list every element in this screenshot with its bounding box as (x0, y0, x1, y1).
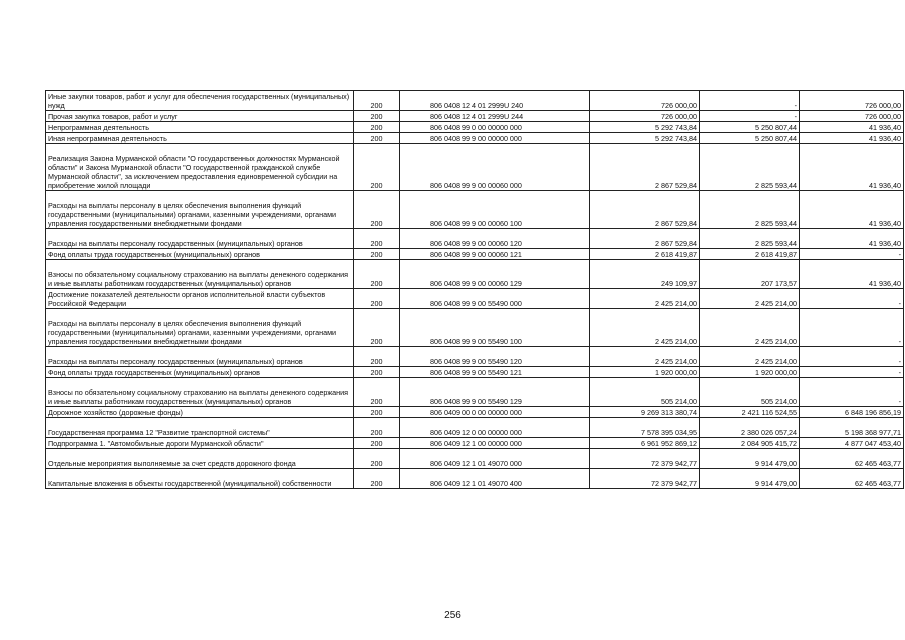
row-executed-cell: 1 920 000,00 (700, 367, 800, 378)
table-row (46, 260, 904, 289)
row-line-code-cell: 200 (354, 418, 400, 438)
row-line-code-cell: 200 (354, 229, 400, 249)
row-budget-code-cell: 806 0408 99 9 00 00000 000 (400, 133, 590, 144)
row-line-code-cell: 200 (354, 378, 400, 407)
row-approved-cell: 249 109,97 (590, 260, 700, 289)
row-line-code-cell: 200 (354, 91, 400, 111)
row-budget-code-cell: 806 0408 99 9 00 55490 129 (400, 378, 590, 407)
row-approved-cell: 1 920 000,00 (590, 367, 700, 378)
row-approved-cell: 726 000,00 (590, 111, 700, 122)
row-executed-cell: 2 421 116 524,55 (700, 407, 800, 418)
row-name-cell: Подпрограмма 1. "Автомобильные дороги Мурманской области" (46, 438, 354, 449)
row-executed-cell: 2 825 593,44 (700, 229, 800, 249)
table-row (46, 367, 904, 378)
row-name-cell: Расходы на выплаты персоналу государственных (муниципальных) органов (46, 347, 354, 367)
row-budget-code-cell: 806 0409 00 0 00 00000 000 (400, 407, 590, 418)
row-approved-cell: 2 867 529,84 (590, 229, 700, 249)
row-unexecuted-cell: 4 877 047 453,40 (800, 438, 904, 449)
row-name-cell: Дорожное хозяйство (дорожные фонды) (46, 407, 354, 418)
row-line-code-cell: 200 (354, 133, 400, 144)
table-body (46, 91, 904, 489)
table-row (46, 249, 904, 260)
row-budget-code-cell: 806 0408 99 0 00 00000 000 (400, 122, 590, 133)
row-name-cell: Расходы на выплаты персоналу в целях обеспечения выполнения функций государственными (муниципальными) органами, казенными учреждениями, органами управления государственными внебюджетными фондами (46, 309, 354, 347)
row-line-code-cell: 200 (354, 260, 400, 289)
row-name-cell: Непрограммная деятельность (46, 122, 354, 133)
row-budget-code-cell: 806 0408 99 9 00 55490 100 (400, 309, 590, 347)
row-approved-cell: 2 867 529,84 (590, 144, 700, 191)
row-line-code-cell: 200 (354, 407, 400, 418)
row-unexecuted-cell: 726 000,00 (800, 111, 904, 122)
table-row (46, 91, 904, 111)
row-approved-cell: 7 578 395 034,95 (590, 418, 700, 438)
row-budget-code-cell: 806 0409 12 1 00 00000 000 (400, 438, 590, 449)
row-unexecuted-cell: - (800, 309, 904, 347)
row-approved-cell: 2 425 214,00 (590, 289, 700, 309)
row-budget-code-cell: 806 0408 99 9 00 00060 000 (400, 144, 590, 191)
row-unexecuted-cell: - (800, 378, 904, 407)
row-line-code-cell: 200 (354, 449, 400, 469)
row-budget-code-cell: 806 0408 99 9 00 00060 100 (400, 191, 590, 229)
row-approved-cell: 9 269 313 380,74 (590, 407, 700, 418)
row-executed-cell: 9 914 479,00 (700, 469, 800, 489)
table-row (46, 191, 904, 229)
row-name-cell: Капитальные вложения в объекты государственной (муниципальной) собственности (46, 469, 354, 489)
row-unexecuted-cell: 6 848 196 856,19 (800, 407, 904, 418)
row-name-cell: Фонд оплаты труда государственных (муниципальных) органов (46, 249, 354, 260)
row-approved-cell: 72 379 942,77 (590, 469, 700, 489)
row-approved-cell: 5 292 743,84 (590, 133, 700, 144)
row-approved-cell: 2 425 214,00 (590, 347, 700, 367)
row-unexecuted-cell: 41 936,40 (800, 260, 904, 289)
budget-execution-table (45, 90, 904, 489)
row-budget-code-cell: 806 0408 99 9 00 55490 120 (400, 347, 590, 367)
row-budget-code-cell: 806 0408 12 4 01 2999U 244 (400, 111, 590, 122)
row-unexecuted-cell: - (800, 249, 904, 260)
row-budget-code-cell: 806 0408 99 9 00 55490 121 (400, 367, 590, 378)
row-line-code-cell: 200 (354, 122, 400, 133)
row-unexecuted-cell: 41 936,40 (800, 122, 904, 133)
row-name-cell: Взносы по обязательному социальному страхованию на выплаты денежного содержания и иные выплаты работникам государственных (муниципальных) органов (46, 378, 354, 407)
table-row (46, 347, 904, 367)
row-line-code-cell: 200 (354, 347, 400, 367)
row-name-cell: Расходы на выплаты персоналу в целях обеспечения выполнения функций государственными (муниципальными) органами, казенными учреждениями, органами управления государственными внебюджетными фондами (46, 191, 354, 229)
row-name-cell: Взносы по обязательному социальному страхованию на выплаты денежного содержания и иные выплаты работникам государственных (муниципальных) органов (46, 260, 354, 289)
table-row (46, 438, 904, 449)
row-unexecuted-cell: 726 000,00 (800, 91, 904, 111)
row-budget-code-cell: 806 0409 12 1 01 49070 400 (400, 469, 590, 489)
row-executed-cell: 2 825 593,44 (700, 144, 800, 191)
row-executed-cell: 5 250 807,44 (700, 122, 800, 133)
row-executed-cell: 2 425 214,00 (700, 347, 800, 367)
row-executed-cell: 9 914 479,00 (700, 449, 800, 469)
row-line-code-cell: 200 (354, 438, 400, 449)
row-unexecuted-cell: 62 465 463,77 (800, 449, 904, 469)
page-number: 256 (444, 610, 461, 621)
row-unexecuted-cell: 41 936,40 (800, 229, 904, 249)
table-row (46, 469, 904, 489)
table-row (46, 144, 904, 191)
row-approved-cell: 6 961 952 869,12 (590, 438, 700, 449)
row-approved-cell: 72 379 942,77 (590, 449, 700, 469)
row-executed-cell: - (700, 91, 800, 111)
table-row (46, 111, 904, 122)
table-row (46, 133, 904, 144)
row-executed-cell: 2 618 419,87 (700, 249, 800, 260)
row-name-cell: Отдельные мероприятия выполняемые за счет средств дорожного фонда (46, 449, 354, 469)
row-unexecuted-cell: 41 936,40 (800, 144, 904, 191)
row-line-code-cell: 200 (354, 367, 400, 378)
row-name-cell: Государственная программа 12 "Развитие транспортной системы" (46, 418, 354, 438)
row-name-cell: Прочая закупка товаров, работ и услуг (46, 111, 354, 122)
row-executed-cell: 2 425 214,00 (700, 309, 800, 347)
table-row (46, 378, 904, 407)
row-name-cell: Иные закупки товаров, работ и услуг для обеспечения государственных (муниципальных) нужд (46, 91, 354, 111)
row-budget-code-cell: 806 0408 99 9 00 55490 000 (400, 289, 590, 309)
row-approved-cell: 505 214,00 (590, 378, 700, 407)
row-unexecuted-cell: - (800, 347, 904, 367)
row-executed-cell: 2 084 905 415,72 (700, 438, 800, 449)
row-executed-cell: 2 425 214,00 (700, 289, 800, 309)
row-line-code-cell: 200 (354, 249, 400, 260)
row-line-code-cell: 200 (354, 111, 400, 122)
row-budget-code-cell: 806 0409 12 1 01 49070 000 (400, 449, 590, 469)
row-line-code-cell: 200 (354, 289, 400, 309)
row-name-cell: Достижение показателей деятельности органов исполнительной власти субъектов Российской Федерации (46, 289, 354, 309)
table-row (46, 309, 904, 347)
row-name-cell: Реализация Закона Мурманской области "О государственных должностях Мурманской области" и Закона Мурманской области "О государственной гражданской службе Мурманской области", за исключением предоставления единовременной субсидии на приобретение жилой площади (46, 144, 354, 191)
row-approved-cell: 726 000,00 (590, 91, 700, 111)
row-line-code-cell: 200 (354, 191, 400, 229)
row-unexecuted-cell: 41 936,40 (800, 191, 904, 229)
row-executed-cell: 505 214,00 (700, 378, 800, 407)
row-name-cell: Иная непрограммная деятельность (46, 133, 354, 144)
table-row (46, 122, 904, 133)
row-name-cell: Расходы на выплаты персоналу государственных (муниципальных) органов (46, 229, 354, 249)
row-budget-code-cell: 806 0408 99 9 00 00060 120 (400, 229, 590, 249)
table-row (46, 407, 904, 418)
row-unexecuted-cell: - (800, 289, 904, 309)
row-line-code-cell: 200 (354, 144, 400, 191)
row-executed-cell: 5 250 807,44 (700, 133, 800, 144)
row-unexecuted-cell: 41 936,40 (800, 133, 904, 144)
row-budget-code-cell: 806 0408 12 4 01 2999U 240 (400, 91, 590, 111)
row-executed-cell: - (700, 111, 800, 122)
row-budget-code-cell: 806 0408 99 9 00 00060 121 (400, 249, 590, 260)
row-name-cell: Фонд оплаты труда государственных (муниципальных) органов (46, 367, 354, 378)
table-row (46, 289, 904, 309)
row-unexecuted-cell: 62 465 463,77 (800, 469, 904, 489)
row-approved-cell: 5 292 743,84 (590, 122, 700, 133)
row-unexecuted-cell: 5 198 368 977,71 (800, 418, 904, 438)
row-approved-cell: 2 618 419,87 (590, 249, 700, 260)
row-unexecuted-cell: - (800, 367, 904, 378)
table-row (46, 418, 904, 438)
table-row (46, 449, 904, 469)
row-executed-cell: 207 173,57 (700, 260, 800, 289)
row-approved-cell: 2 425 214,00 (590, 309, 700, 347)
table-row (46, 229, 904, 249)
row-executed-cell: 2 825 593,44 (700, 191, 800, 229)
row-budget-code-cell: 806 0408 99 9 00 00060 129 (400, 260, 590, 289)
row-budget-code-cell: 806 0409 12 0 00 00000 000 (400, 418, 590, 438)
row-approved-cell: 2 867 529,84 (590, 191, 700, 229)
row-line-code-cell: 200 (354, 309, 400, 347)
row-line-code-cell: 200 (354, 469, 400, 489)
row-executed-cell: 2 380 026 057,24 (700, 418, 800, 438)
